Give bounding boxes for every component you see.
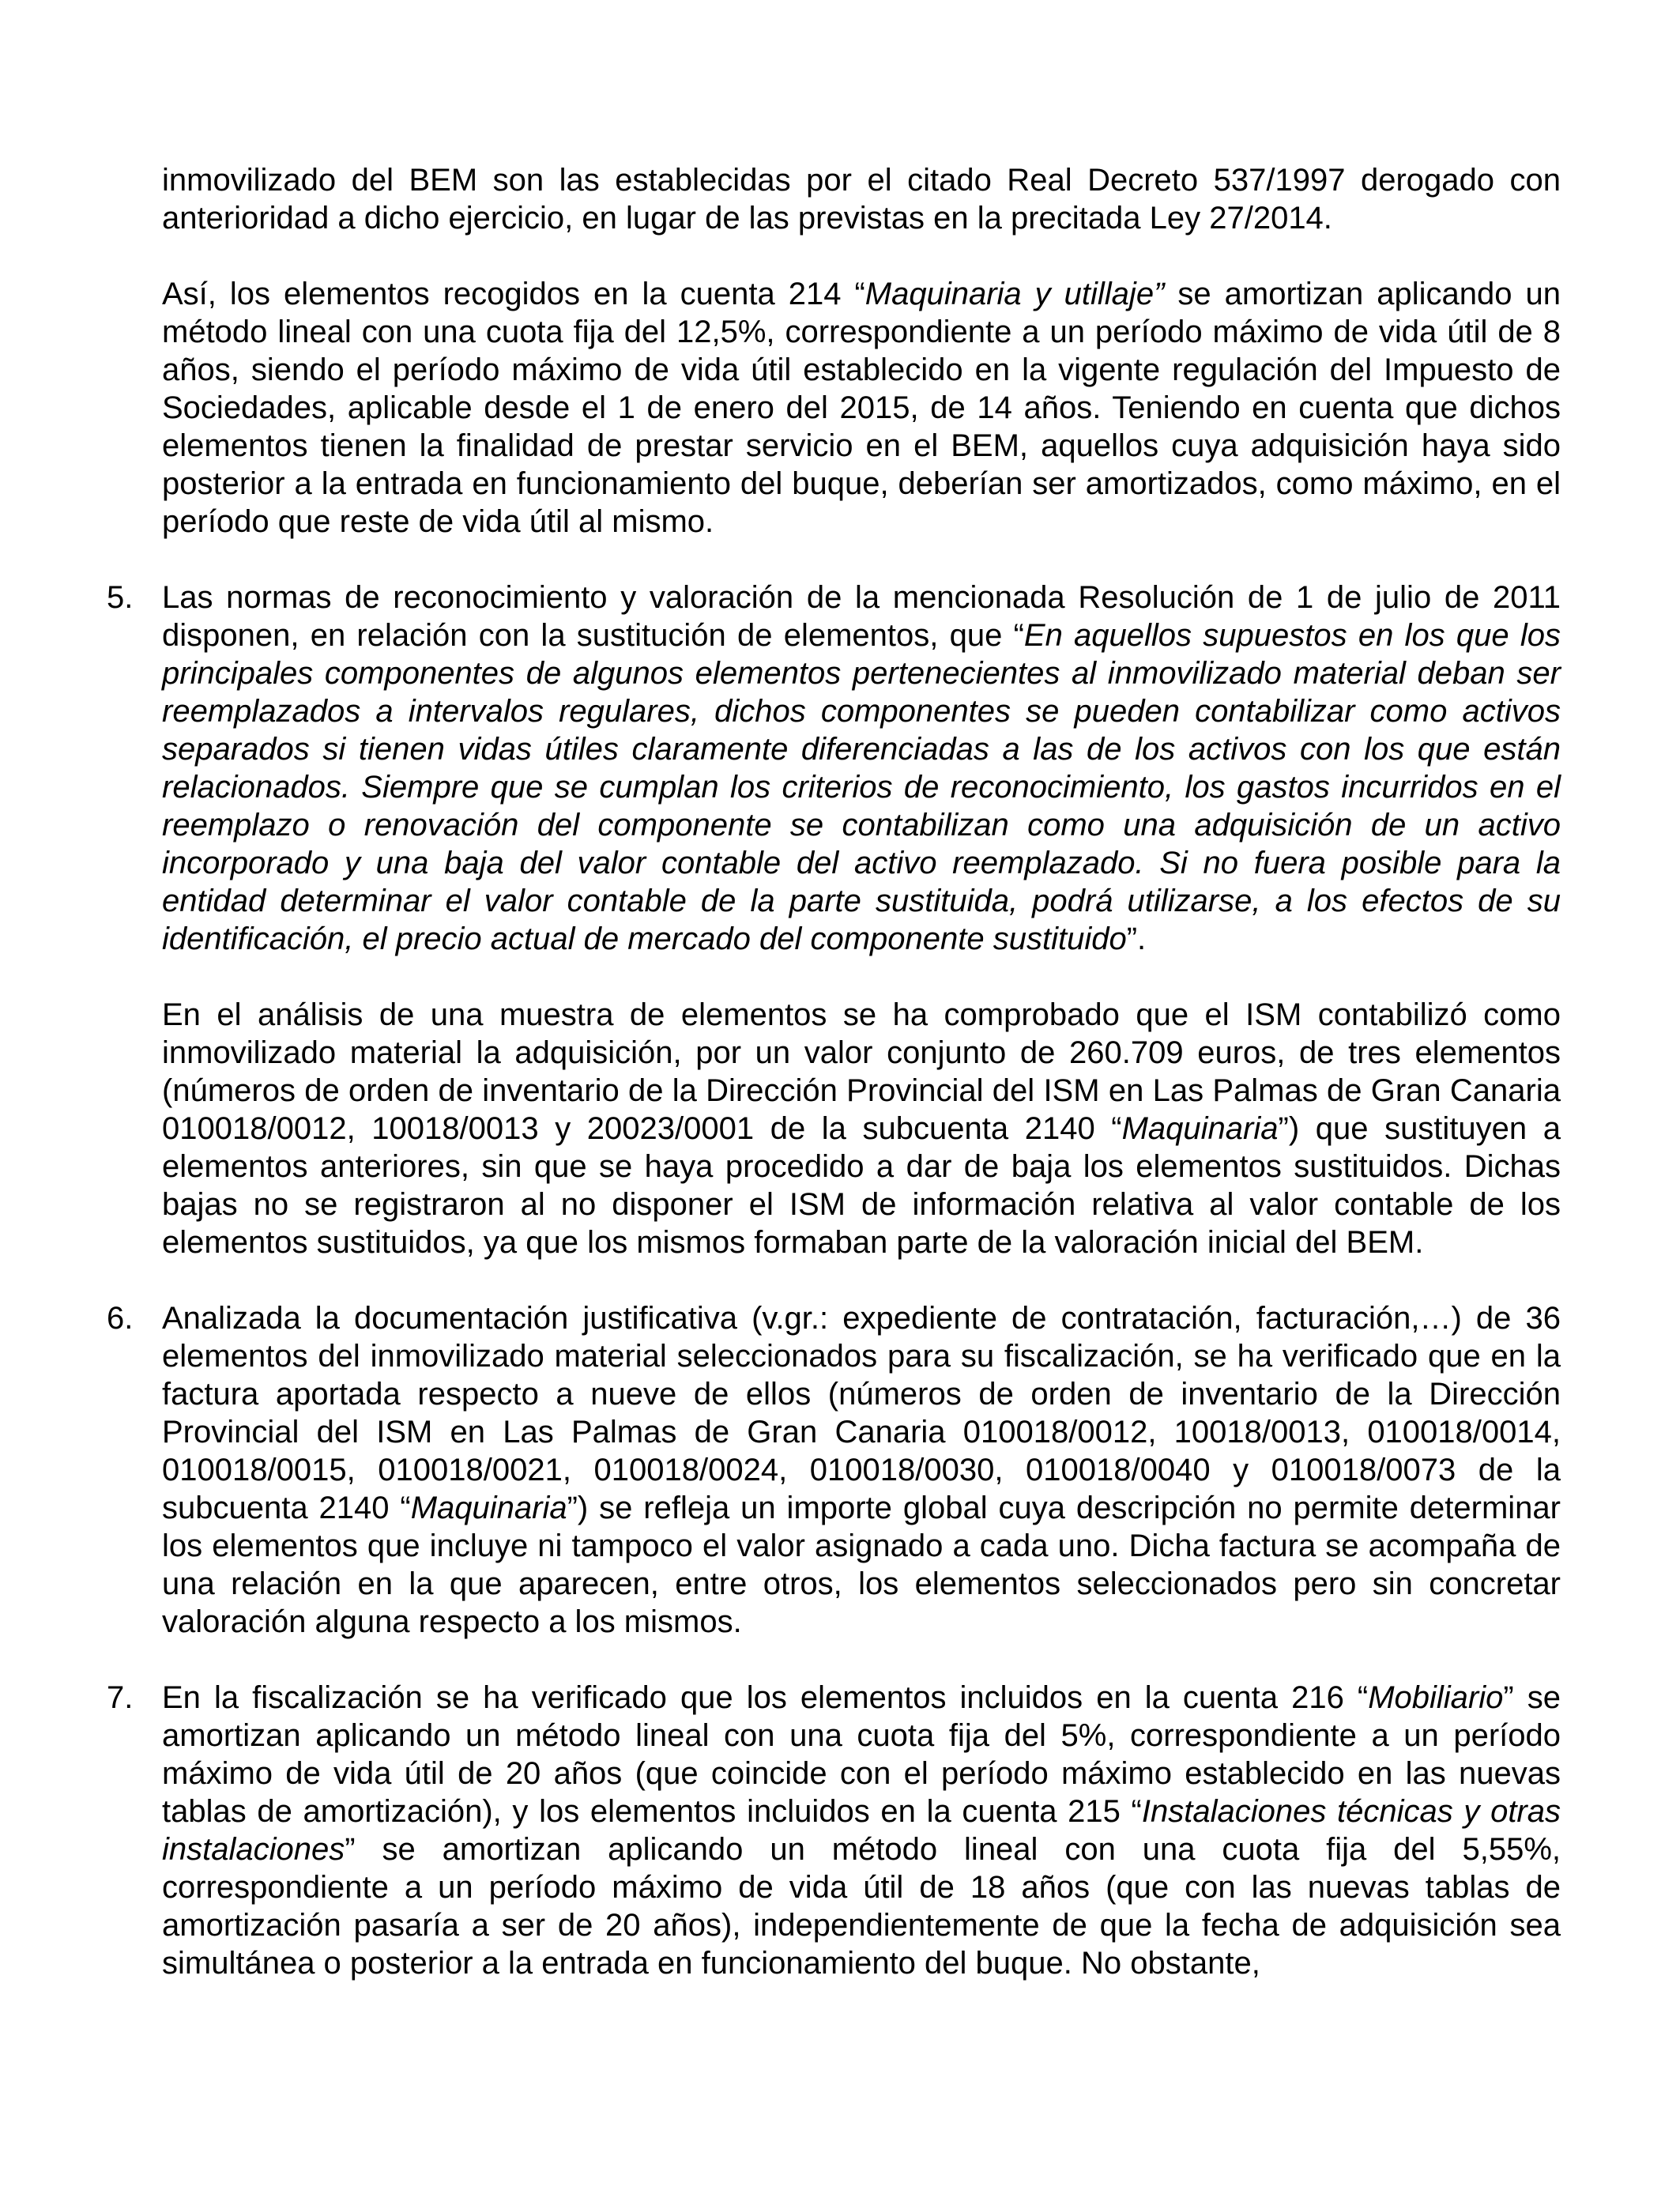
text-segment: En la fiscalización se ha verificado que los elementos incluidos en la cuenta 216 “ [162, 1680, 1369, 1715]
item-number: 7. [107, 1680, 134, 1715]
item-number: 5. [107, 580, 134, 615]
paragraph-item-7 [162, 1679, 1561, 1982]
text-segment: ”) se refleja un importe global cuya descripción no permite determinar los elementos que incluye ni tampoco el valor asignado a cada uno. Dicha factura se acompaña de una relación en la que aparecen, entre otros, los elementos seleccionados pero sin concretar valoración alguna respecto a los mismos. [162, 1491, 1561, 1639]
text-segment-italic: En aquellos supuestos en los que los principales componentes de algunos elementos pertenecientes al inmovilizado material deban ser reemplazados a intervalos regulares, dichos componentes se pueden contabilizar como activos separados si tienen vidas útiles claramente diferenciadas a las de los activos con los que están relacionados. Siempre que se cumplan los criterios de reconocimiento, los gastos incurridos en el reemplazo o renovación del componente se contabilizan como una adquisición de un activo incorporado y una baja del valor contable del activo reemplazado. Si no fuera posible para la entidad determinar el valor contable de la parte sustituida, podrá utilizarse, a los efectos de su identificación, el precio actual de mercado del componente sustituido [162, 618, 1561, 956]
paragraph-item-5 [162, 579, 1561, 958]
text-segment: inmovilizado del BEM son las establecidas por el citado Real Decreto 537/1997 derogado con anterioridad a dicho ejercicio, en lugar de las previstas en la precitada Ley 27/2014. [162, 163, 1561, 236]
document-body [107, 161, 1561, 2020]
text-segment-italic: Maquinaria y utillaje” [864, 277, 1165, 311]
text-segment-italic: Maquinaria [410, 1491, 567, 1525]
paragraph-amortization-214 [162, 275, 1561, 541]
text-segment: se amortizan aplicando un método lineal con una cuota fija del 12,5%, correspondiente a un período máximo de vida útil de 8 años, siendo el período máximo de vida útil establecido en la vigente regulación del Impuesto de Sociedades, aplicable desde el 1 de enero del 2015, de 14 años. Teniendo en cuenta que dichos elementos tienen la finalidad de prestar servicio en el BEM, aquellos cuya adquisición haya sido posterior a la entrada en funcionamiento del buque, deberían ser amortizados, como máximo, en el período que reste de vida útil al mismo. [162, 277, 1561, 539]
text-segment-italic: Mobiliario [1368, 1680, 1504, 1715]
numbered-item-7 [107, 1679, 1561, 1982]
item-number: 6. [107, 1301, 134, 1336]
text-segment: ” se amortizan aplicando un método lineal con una cuota fija del 5,55%, correspondiente a un período máximo de vida útil de 18 años (que con las nuevas tablas de amortización pasaría a ser de 20 años), independientemente de que la fecha de adquisición sea simultánea o posterior a la entrada en funcionamiento del buque. No obstante, [162, 1832, 1561, 1981]
numbered-item-6 [107, 1299, 1561, 1641]
text-segment: Así, los elementos recogidos en la cuenta 214 “ [162, 277, 865, 311]
text-segment: ”) que sustituyen a elementos anteriores, sin que se haya procedido a dar de baja los elementos sustituidos. Dichas bajas no se registraron al no disponer el ISM de información relativa al valor contable de los elementos sustituidos, ya que los mismos formaban parte de la valoración inicial del BEM. [162, 1111, 1561, 1260]
text-segment: Analizada la documentación justificativa (v.gr.: expediente de contratación, facturación,…) de 36 elementos del inmovilizado material seleccionados para su fiscalización, se ha verificado que en la factura aportada respecto a nueve de ellos (números de orden de inventario de la Dirección Provincial del ISM en Las Palmas de Gran Canaria 010018/0012, 10018/0013, 010018/0014, 010018/0015, 010018/0021, 010018/0024, 010018/0030, 010018/0040 y 010018/0073 de la subcuenta 2140 “ [162, 1301, 1561, 1525]
text-segment: En el análisis de una muestra de elementos se ha comprobado que el ISM contabilizó como inmovilizado material la adquisición, por un valor conjunto de 260.709 euros, de tres elementos (números de orden de inventario de la Dirección Provincial del ISM en Las Palmas de Gran Canaria 010018/0012, 10018/0013 y 20023/0001 de la subcuenta 2140 “ [162, 997, 1561, 1146]
text-segment: ”. [1126, 922, 1147, 956]
numbered-item-5 [107, 579, 1561, 958]
paragraph-item-6 [162, 1299, 1561, 1641]
paragraph-sample-analysis [162, 996, 1561, 1261]
paragraph-continuation [162, 161, 1561, 237]
text-segment-italic: Maquinaria [1121, 1111, 1279, 1146]
text-segment: Las normas de reconocimiento y valoración de la mencionada Resolución de 1 de julio de 2011 disponen, en relación con la sustitución de elementos, que “ [162, 580, 1561, 653]
text-segment-italic: Instalaciones técnicas y otras instalaciones [162, 1794, 1561, 1867]
text-segment: ” se amortizan aplicando un método lineal con una cuota fija del 5%, correspondiente a un período máximo de vida útil de 20 años (que coincide con el período máximo establecido en las nuevas tablas de amortización), y los elementos incluidos en la cuenta 215 “ [162, 1680, 1561, 1829]
